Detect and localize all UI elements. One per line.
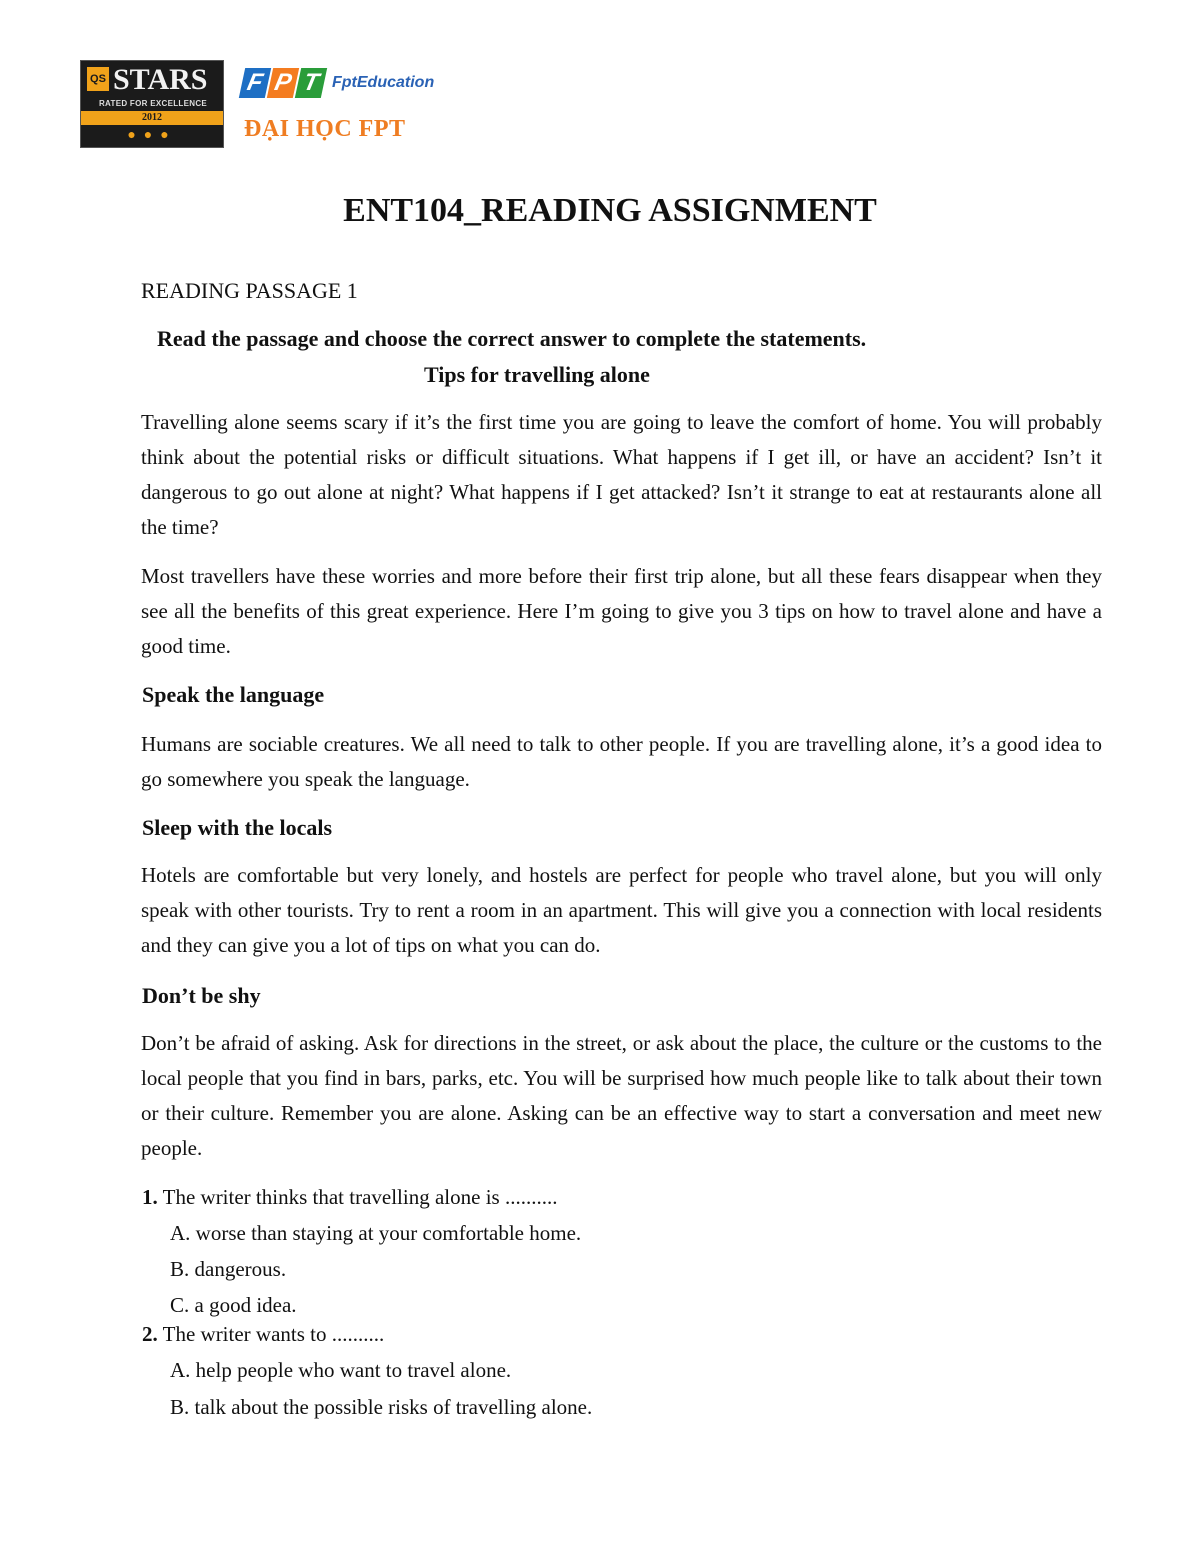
question-1-number: 1.: [142, 1185, 158, 1209]
fpt-university-text: ĐẠI HỌC FPT: [244, 116, 406, 142]
paragraph-locals: Hotels are comfortable but very lonely, and hostels are perfect for people who travel alone, but you will only speak with other tourists. Try to rent a room in an apartment. This will give you a connection with local residents and they can give you a lot of tips on what you can do.: [141, 863, 1102, 957]
stars-dots-icon: ●●●: [127, 128, 177, 143]
paragraph-worries: Most travellers have these worries and more before their first trip alone, but all these fears disappear when they see all the benefits of this great experience. Here I’m going to give you 3 tips on how to travel alone and have a good time.: [141, 564, 1102, 658]
fpt-letter-t: T: [295, 68, 327, 98]
fpt-letter-p: P: [267, 68, 299, 98]
instruction-text: Read the passage and choose the correct answer to complete the statements.: [157, 326, 867, 351]
stars-word: STARS: [113, 63, 208, 96]
question-2-option-a: A. help people who want to travel alone.: [170, 1358, 512, 1382]
fpt-letter-f: F: [239, 68, 271, 98]
question-1-option-a: A. worse than staying at your comfortable home.: [170, 1221, 582, 1245]
header-logos: [80, 58, 440, 150]
question-2-number: 2.: [142, 1322, 158, 1346]
heading-speak-language: Speak the language: [142, 682, 325, 707]
question-1-option-c: C. a good idea.: [170, 1293, 297, 1317]
stars-logo: [80, 60, 224, 148]
fpt-education-text: FptEducation: [332, 74, 435, 91]
passage-subtitle: Tips for travelling alone: [424, 362, 650, 387]
passage-label: READING PASSAGE 1: [141, 278, 358, 303]
stars-logo-top: [81, 61, 223, 97]
question-1-text: The writer thinks that travelling alone is ..........: [162, 1185, 558, 1209]
question-1-option-b: B. dangerous.: [170, 1257, 287, 1281]
question-1: [142, 1185, 557, 1210]
question-2-text: The writer wants to ..........: [162, 1322, 385, 1346]
stars-rated-text: RATED FOR EXCELLENCE: [98, 99, 208, 108]
question-2-option-b: B. talk about the possible risks of travelling alone.: [170, 1395, 593, 1419]
heading-dont-be-shy: Don’t be shy: [142, 983, 261, 1008]
heading-sleep-locals: Sleep with the locals: [142, 815, 333, 840]
paragraph-language: Humans are sociable creatures. We all need to talk to other people. If you are travelling alone, it’s a good idea to go somewhere you speak the language.: [141, 732, 1102, 791]
stars-badge: QS: [87, 67, 109, 91]
paragraph-shy: Don’t be afraid of asking. Ask for directions in the street, or ask about the place, the culture or the customs to the local people that you find in bars, parks, etc. You will be surprised how much people like to talk about their town or their culture. Remember you are alone. Asking can be an effective way to start a conversation and meet new people.: [141, 1031, 1102, 1160]
paragraph-intro: Travelling alone seems scary if it’s the first time you are going to leave the comfort of home. You will probably think about the potential risks or difficult situations. What happens if I get ill, or have an accident? Isn’t it dangerous to go out alone at night? What happens if I get attacked? Isn’t it strange to eat at restaurants alone all the time?: [141, 410, 1102, 539]
stars-year: 2012: [81, 111, 223, 125]
question-2: [142, 1322, 384, 1347]
fpt-logo: [238, 62, 438, 150]
page-title: ENT104_READING ASSIGNMENT: [343, 192, 877, 229]
